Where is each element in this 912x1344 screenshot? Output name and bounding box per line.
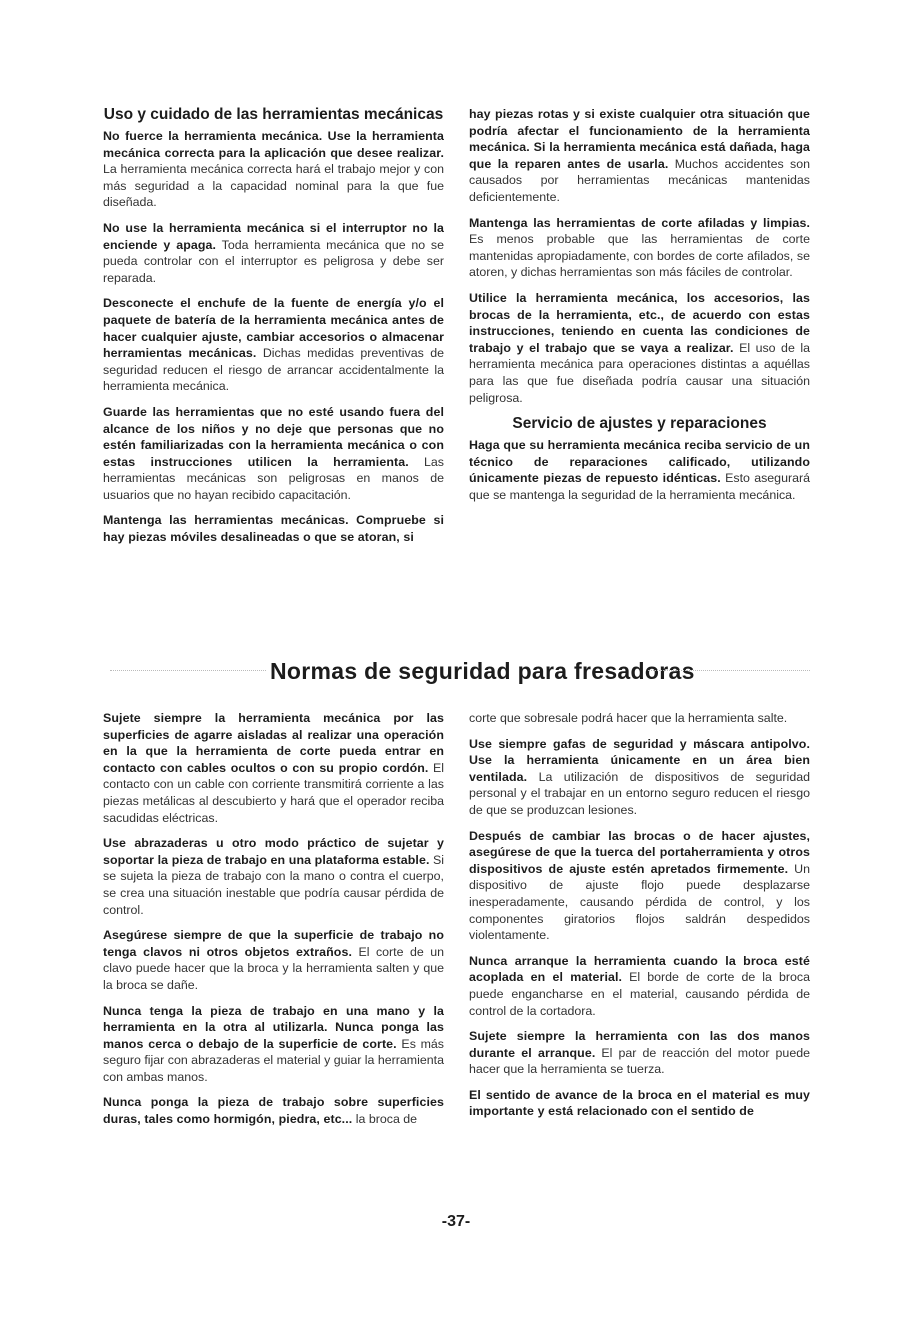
paragraph: corte que sobresale podrá hacer que la herramienta salte.	[469, 711, 788, 725]
section-heading-uso-cuidado: Uso y cuidado de las herramientas mecánicas	[103, 106, 444, 123]
dotted-rule-left	[110, 670, 266, 671]
paragraph: Utilice la herramienta mecánica, los accesorios, las brocas de la herramienta, etc., de acuerdo con estas instrucciones, teniendo en cuenta las condiciones de trabajo y el trabajo que se vaya a realizar. El uso de la herramienta mecánica para operaciones distintas a aquéllas para las que fue diseñada podría causar una situación peligrosa.	[469, 290, 810, 405]
paragraph: Asegúrese siempre de que la superficie de trabajo no tenga clavos ni otros objetos extraños. El corte de un clavo puede hacer que la broca y la herramienta salten y que la broca se dañe.	[103, 928, 444, 992]
paragraph: Desconecte el enchufe de la fuente de energía y/o el paquete de batería de la herramienta mecánica antes de hacer cualquier ajuste, cambiar accesorios o almacenar herramientas mecánicas. Dichas medidas preventivas de seguridad reducen el riesgo de arrancar accidentalmente la herramienta mecánica.	[103, 296, 445, 394]
paragraph: Nunca tenga la pieza de trabajo en una mano y la herramienta en la otra al utilizarla. Nunca ponga las manos cerca o debajo de la superficie de corte. Es más seguro fijar con abrazaderas el material y guiar la herramienta con ambas manos.	[103, 1003, 444, 1084]
dotted-rule-right	[648, 670, 810, 671]
paragraph: Después de cambiar las brocas o de hacer ajustes, asegúrese de que la tuerca del portaherramienta y otros dispositivos de ajuste estén apretados firmemente. Un dispositivo de ajuste flojo puede desplazarse inesperadamente, causando pérdida de control, y los componentes giratorios flojos saldrán despedidos violentamente.	[469, 828, 810, 943]
paragraph: hay piezas rotas y si existe cualquier otra situación que podría afectar el funcionamiento de la herramienta mecánica. Si la herramienta mecánica está dañada, haga que la reparen antes de usarla. Muchos accidentes son causados por herramientas mecánicas mantenidas deficientemente.	[469, 107, 811, 204]
section-banner	[110, 656, 810, 686]
paragraph: Use abrazaderas u otro modo práctico de sujetar y soportar la pieza de trabajo en una plataforma estable. Si se sujeta la pieza de trabajo con la mano o contra el cuerpo, se crea una situación inestable que podría causar pérdida de control.	[103, 836, 444, 917]
paragraph: Mantenga las herramientas de corte afiladas y limpias. Es menos probable que las herramientas de corte mantenidas apropiadamente, con bordes de corte afilados, se atoren, y dichas herramientas son más fáciles de controlar.	[469, 215, 810, 280]
paragraph: Guarde las herramientas que no esté usando fuera del alcance de los niños y no deje que personas que no estén familiarizadas con la herramienta mecánica o con estas instrucciones utilicen la herramienta. Las herramientas mecánicas son peligrosas en manos de usuarios que no hayan recibido capacitación.	[103, 404, 444, 502]
bottom-right-column	[469, 710, 810, 1129]
bottom-left-column	[103, 710, 444, 1137]
top-left-column	[103, 106, 444, 555]
paragraph: Nunca arranque la herramienta cuando la broca esté acoplada en el material. El borde de corte de la broca puede engancharse en el material, causando pérdida de control de la cortadora.	[469, 953, 810, 1018]
paragraph: Haga que su herramienta mecánica reciba servicio de un técnico de reparaciones calificado, utilizando únicamente piezas de repuesto idénticas. Esto asegurará que se mantenga la seguridad de la herramienta mecánica.	[469, 438, 810, 502]
banner-title: Normas de seguridad para fresadoras	[270, 658, 695, 684]
paragraph: El sentido de avance de la broca en el material es muy importante y está relacionado con el sentido de	[469, 1087, 810, 1119]
paragraph: Use siempre gafas de seguridad y máscara antipolvo. Use la herramienta únicamente en un área bien ventilada. La utilización de dispositivos de seguridad personal y el trabajar en un entorno seguro reducen el riesgo de que se produzcan lesiones.	[469, 736, 810, 817]
paragraph: Sujete siempre la herramienta mecánica por las superficies de agarre aisladas al realizar una operación en la que la herramienta de corte pueda entrar en contacto con cables ocultos o con su propio cordón. El contacto con un cable con corriente transmitirá corriente a las piezas metálicas al descubierto y hará que el operador reciba sacudidas eléctricas.	[103, 711, 444, 825]
paragraph: Mantenga las herramientas mecánicas. Compruebe si hay piezas móviles desalineadas o que se atoran, si	[103, 513, 444, 545]
paragraph: No fuerce la herramienta mecánica. Use la herramienta mecánica correcta para la aplicación que desee realizar. La herramienta mecánica correcta hará el trabajo mejor y con más seguridad a la capacidad nominal para la que fue diseñada.	[103, 129, 444, 210]
paragraph: No use la herramienta mecánica si el interruptor no la enciende y apaga. Toda herramienta mecánica que no se pueda controlar con el interruptor es peligrosa y debe ser reparada.	[103, 220, 444, 285]
paragraph: Sujete siempre la herramienta con las dos manos durante el arranque. El par de reacción del motor puede hacer que la herramienta se tuerza.	[469, 1029, 810, 1077]
top-right-column	[469, 106, 810, 512]
paragraph: Nunca ponga la pieza de trabajo sobre superficies duras, tales como hormigón, piedra, etc... la broca de	[103, 1095, 444, 1127]
page-number: -37-	[441, 1213, 471, 1230]
section-heading-servicio: Servicio de ajustes y reparaciones	[512, 415, 767, 433]
